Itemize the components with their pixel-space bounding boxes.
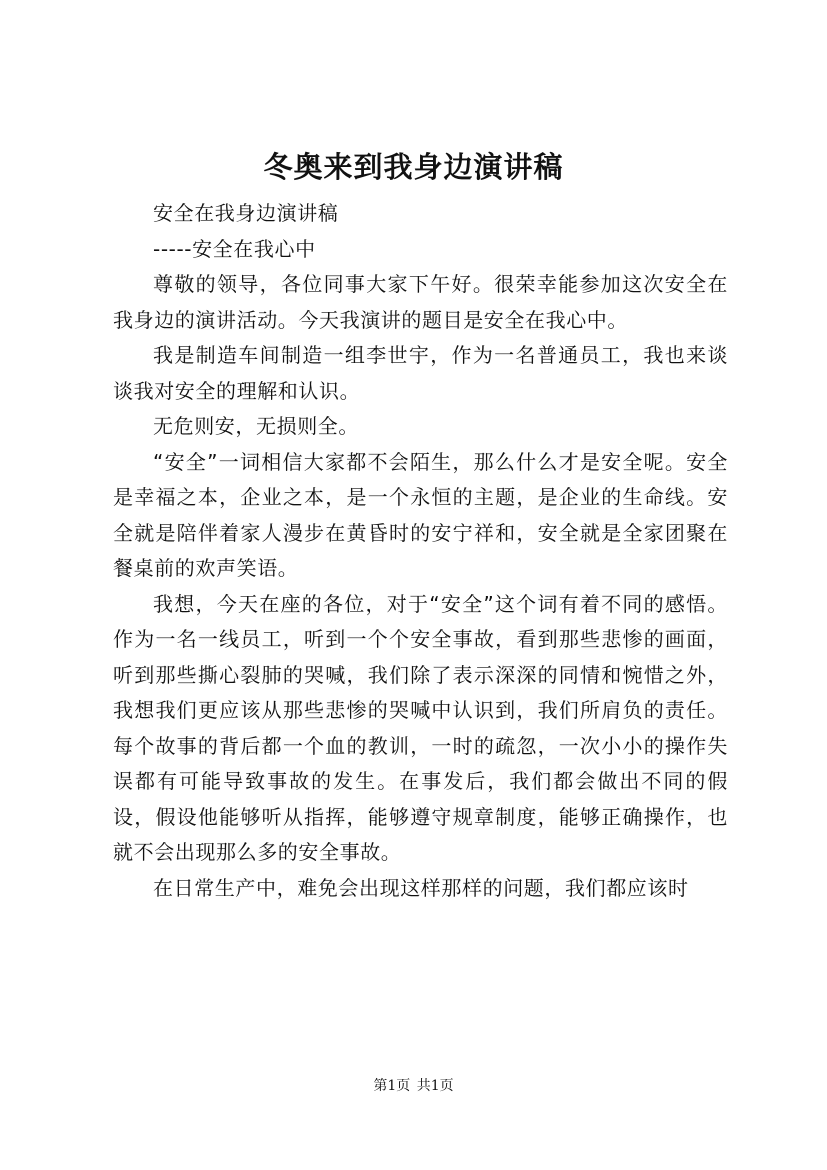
paragraph: 在日常生产中，难免会出现这样那样的问题，我们都应该时 <box>153 875 689 900</box>
paragraph: 无危则安，无损则全。 <box>153 414 359 438</box>
document-body <box>113 196 728 906</box>
paragraph-tagline: -----安全在我心中 <box>153 236 316 261</box>
page-footer <box>0 1076 827 1096</box>
paragraph: 我想，今天在座的各位，对于“安全”这个词有着不同的感悟。作为一名一线员工，听到一个个安全事故，看到那些悲惨的画面，听到那些撕心裂肺的哭喊，我们除了表示深深的同情和惋惜之外，我想我们更应该从那些悲惨的哭喊中认识到，我们所肩负的责任。每个故事的背后都一个血的教训，一时的疏忽，一次小小的操作失误都有可能导致事故的发生。在事发后，我们都会做出不同的假设，假设他能够听从指挥，能够遵守规章制度，能够正确操作，也就不会出现那么多的安全事故。 <box>113 591 728 864</box>
paragraph: 我是制造车间制造一组李世宇，作为一名普通员工，我也来谈谈我对安全的理解和认识。 <box>113 343 728 403</box>
paragraph: “安全”一词相信大家都不会陌生，那么什么才是安全呢。安全是幸福之本，企业之本，是一个永恒的主题，是企业的生命线。安全就是陪伴着家人漫步在黄昏时的安宁祥和，安全就是全家团聚在餐桌前的欢声笑语。 <box>113 449 728 580</box>
paragraph: 尊敬的领导，各位同事大家下午好。很荣幸能参加这次安全在我身边的演讲活动。今天我演讲的题目是安全在我心中。 <box>113 272 728 332</box>
page-total: 共1页 <box>416 1078 454 1094</box>
paragraph-subtitle: 安全在我身边演讲稿 <box>153 201 339 225</box>
page-number: 第1页 <box>373 1078 411 1094</box>
document-title: 冬奥来到我身边演讲稿 <box>263 150 564 184</box>
